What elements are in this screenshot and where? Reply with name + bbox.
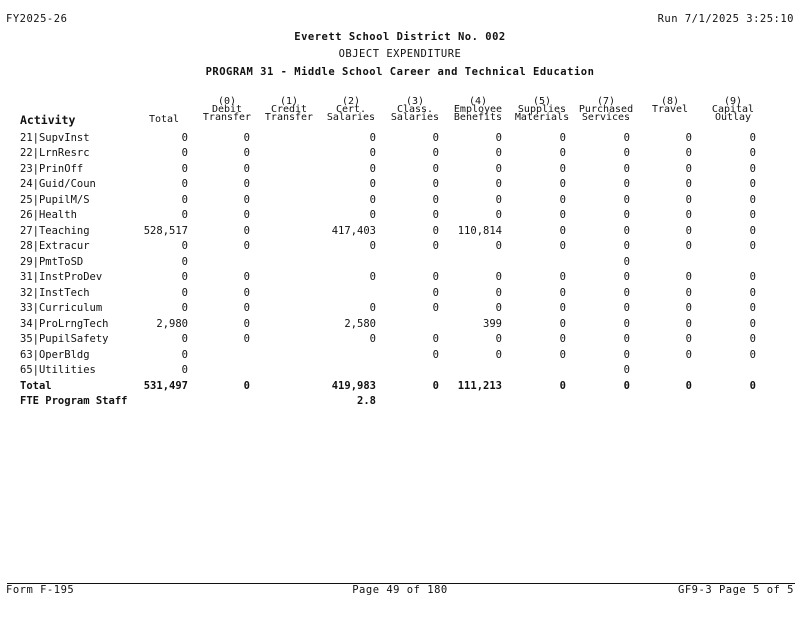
value-cell: 0: [623, 379, 630, 392]
value-cell: 0: [432, 333, 439, 345]
col-num: (0): [217, 96, 237, 107]
value-cell: 0: [181, 162, 188, 175]
fte-row: [20, 394, 756, 410]
value-cell: 0: [623, 224, 630, 237]
value-cell: 0: [243, 224, 250, 237]
value-cell: [250, 332, 312, 348]
value-cell: [566, 394, 630, 410]
value-cell: 0: [432, 224, 439, 237]
value-cell: 0: [623, 302, 630, 314]
value-cell: 0: [369, 147, 376, 159]
value-cell: [250, 146, 312, 162]
table-row: [20, 223, 756, 239]
value-cell: [376, 316, 439, 332]
value-cell: 0: [369, 333, 376, 345]
value-cell: 0: [495, 162, 502, 175]
table-row: [20, 177, 756, 193]
value-cell: 0: [369, 209, 376, 221]
value-cell: 0: [623, 162, 630, 175]
col-line1: Debit: [211, 104, 243, 115]
activity-cell: 63|OperBldg: [20, 348, 90, 361]
value-cell: [128, 394, 188, 410]
activity-cell: 23|PrinOff: [20, 162, 84, 175]
value-cell: 0: [623, 193, 630, 206]
col-num: (2): [341, 96, 361, 107]
expenditure-table: [20, 130, 756, 409]
value-cell: [376, 254, 439, 270]
value-cell: 0: [432, 162, 439, 175]
value-cell: 0: [243, 147, 250, 159]
col-line2: Transfer: [264, 112, 314, 123]
value-cell: 0: [243, 286, 250, 299]
value-cell: 531,497: [143, 379, 188, 392]
value-cell: 0: [623, 364, 630, 376]
col-line1: Employee: [453, 104, 503, 115]
value-cell: 0: [749, 209, 756, 221]
col-num: (4): [468, 96, 488, 107]
value-cell: 0: [685, 131, 692, 144]
col-header-cert-salaries: [322, 98, 380, 122]
value-cell: 0: [369, 240, 376, 252]
table-row: [20, 146, 756, 162]
value-cell: [439, 363, 502, 379]
value-cell: 0: [369, 178, 376, 190]
value-cell: 0: [181, 364, 188, 376]
value-cell: 0: [181, 302, 188, 314]
value-cell: 0: [181, 271, 188, 283]
value-cell: 0: [181, 209, 188, 221]
value-cell: [250, 363, 312, 379]
value-cell: 0: [559, 286, 566, 299]
col-line2: Transfer: [202, 112, 252, 123]
table-row: [20, 316, 756, 332]
col-header-debit: [198, 98, 256, 122]
value-cell: 0: [559, 271, 566, 283]
col-line1: Purchased: [578, 104, 634, 115]
value-cell: 0: [749, 348, 756, 361]
value-cell: 0: [432, 240, 439, 252]
value-cell: [502, 394, 566, 410]
col-line2: Salaries: [390, 112, 440, 123]
col-num: (1): [279, 96, 299, 107]
value-cell: 0: [685, 286, 692, 299]
value-cell: 0: [685, 348, 692, 361]
value-cell: 0: [181, 333, 188, 345]
value-cell: 0: [749, 131, 756, 144]
value-cell: 0: [685, 224, 692, 237]
table-body: [20, 130, 756, 409]
value-cell: 0: [243, 178, 250, 190]
value-cell: [250, 130, 312, 146]
table-row: [20, 130, 756, 146]
value-cell: [250, 347, 312, 363]
form-number: Form F-195: [6, 584, 75, 596]
value-cell: 0: [623, 178, 630, 190]
activity-cell: 33|Curriculum: [20, 302, 103, 314]
value-cell: 0: [685, 162, 692, 175]
value-cell: 0: [181, 286, 188, 299]
table-row: [20, 270, 756, 286]
value-cell: 0: [495, 240, 502, 252]
value-cell: 2.8: [357, 395, 376, 407]
value-cell: [250, 223, 312, 239]
value-cell: [250, 270, 312, 286]
value-cell: [502, 254, 566, 270]
value-cell: [630, 254, 692, 270]
value-cell: 0: [369, 131, 376, 144]
col-line2: Outlay: [714, 112, 752, 123]
value-cell: 0: [685, 193, 692, 206]
report-page: GF9-3 Page 5 of 5: [678, 584, 794, 596]
col-line1: Credit: [270, 104, 308, 115]
value-cell: 0: [432, 302, 439, 314]
value-cell: 0: [432, 147, 439, 159]
value-cell: 0: [495, 209, 502, 221]
value-cell: [188, 254, 250, 270]
value-cell: [188, 363, 250, 379]
value-cell: 0: [181, 240, 188, 252]
value-cell: [250, 192, 312, 208]
activity-cell: Total: [20, 379, 52, 392]
value-cell: 0: [432, 193, 439, 206]
value-cell: [312, 347, 376, 363]
value-cell: 0: [495, 333, 502, 345]
col-header-purchased: [576, 98, 636, 122]
value-cell: 0: [432, 131, 439, 144]
value-cell: 0: [623, 255, 630, 268]
value-cell: 0: [559, 209, 566, 221]
value-cell: [250, 378, 312, 394]
col-header-supplies: [512, 98, 572, 122]
col-num: (7): [596, 96, 616, 107]
value-cell: 0: [685, 209, 692, 221]
col-line2: Benefits: [453, 112, 503, 123]
value-cell: 0: [495, 286, 502, 299]
value-cell: 0: [181, 178, 188, 190]
value-cell: 528,517: [143, 224, 188, 237]
col-line1: Capital: [711, 104, 755, 115]
value-cell: 0: [243, 131, 250, 144]
fiscal-year: FY2025-26: [6, 13, 68, 25]
report-title: OBJECT EXPENDITURE: [338, 48, 462, 60]
value-cell: 0: [369, 302, 376, 314]
value-cell: 0: [181, 255, 188, 268]
value-cell: 0: [495, 302, 502, 314]
value-cell: [692, 394, 756, 410]
value-cell: 0: [181, 348, 188, 361]
col-header-benefits: [449, 98, 507, 122]
value-cell: 0: [749, 379, 756, 392]
value-cell: 0: [559, 333, 566, 345]
value-cell: 0: [749, 193, 756, 206]
value-cell: [250, 254, 312, 270]
value-cell: 0: [559, 302, 566, 314]
col-line1: Class.: [396, 104, 434, 115]
value-cell: 0: [623, 209, 630, 221]
value-cell: 0: [495, 271, 502, 283]
value-cell: [692, 254, 756, 270]
value-cell: 0: [495, 178, 502, 190]
value-cell: 0: [685, 147, 692, 159]
col-header-capital: [704, 98, 762, 122]
value-cell: 0: [749, 178, 756, 190]
activity-cell: 28|Extracur: [20, 240, 90, 252]
activity-cell: 65|Utilities: [20, 364, 96, 376]
value-cell: 0: [181, 193, 188, 206]
table-row: [20, 208, 756, 224]
value-cell: [376, 363, 439, 379]
value-cell: 0: [623, 240, 630, 252]
value-cell: [630, 363, 692, 379]
activity-cell: 29|PmtToSD: [20, 255, 84, 268]
value-cell: 0: [559, 178, 566, 190]
value-cell: 0: [559, 317, 566, 330]
col-line2: Salaries: [326, 112, 376, 123]
value-cell: 0: [685, 271, 692, 283]
value-cell: 0: [749, 224, 756, 237]
col-num: (5): [532, 96, 552, 107]
value-cell: 0: [432, 348, 439, 361]
col-header-travel: [642, 98, 698, 114]
value-cell: 0: [685, 302, 692, 314]
value-cell: [188, 394, 250, 410]
value-cell: 0: [243, 317, 250, 330]
page-number: Page 49 of 180: [352, 584, 448, 596]
value-cell: 0: [181, 147, 188, 159]
value-cell: 110,814: [457, 224, 502, 237]
value-cell: 2,980: [156, 317, 188, 330]
value-cell: [312, 285, 376, 301]
value-cell: 0: [495, 348, 502, 361]
value-cell: 0: [623, 147, 630, 159]
value-cell: 0: [623, 348, 630, 361]
col-header-total: [140, 116, 188, 124]
value-cell: 0: [559, 147, 566, 159]
value-cell: [439, 254, 502, 270]
value-cell: 417,403: [331, 224, 376, 237]
value-cell: 0: [432, 286, 439, 299]
col-line1: Supplies: [517, 104, 567, 115]
table-row: [20, 254, 756, 270]
col-line2: Services: [581, 112, 631, 123]
table-row: [20, 363, 756, 379]
value-cell: [692, 363, 756, 379]
col-header-activity-label: Activity: [20, 113, 76, 127]
value-cell: [630, 394, 692, 410]
value-cell: 0: [749, 317, 756, 330]
value-cell: 0: [623, 333, 630, 345]
table-row: [20, 301, 756, 317]
value-cell: [439, 394, 502, 410]
value-cell: [250, 394, 312, 410]
col-header-class-salaries: [386, 98, 444, 122]
col-line2: Travel: [651, 104, 689, 115]
value-cell: 0: [623, 286, 630, 299]
activity-cell: 35|PupilSafety: [20, 333, 109, 345]
value-cell: 0: [623, 271, 630, 283]
district-title: Everett School District No. 002: [294, 31, 506, 43]
value-cell: 0: [749, 147, 756, 159]
value-cell: [312, 363, 376, 379]
total-row: [20, 378, 756, 394]
activity-cell: 21|SupvInst: [20, 131, 90, 144]
value-cell: 0: [495, 193, 502, 206]
value-cell: 0: [749, 302, 756, 314]
value-cell: [250, 239, 312, 255]
table-row: [20, 192, 756, 208]
value-cell: [312, 254, 376, 270]
value-cell: 0: [559, 162, 566, 175]
value-cell: 0: [559, 348, 566, 361]
value-cell: 0: [495, 131, 502, 144]
value-cell: [502, 363, 566, 379]
value-cell: 0: [243, 209, 250, 221]
value-cell: 0: [559, 379, 566, 392]
table-row: [20, 239, 756, 255]
value-cell: 0: [559, 224, 566, 237]
value-cell: 0: [685, 240, 692, 252]
value-cell: 419,983: [331, 379, 376, 392]
value-cell: [250, 301, 312, 317]
value-cell: 0: [749, 240, 756, 252]
activity-cell: 27|Teaching: [20, 224, 90, 237]
activity-cell: 24|Guid/Coun: [20, 178, 96, 190]
value-cell: 0: [243, 333, 250, 345]
value-cell: 0: [369, 193, 376, 206]
activity-cell: 31|InstProDev: [20, 271, 103, 283]
value-cell: [250, 285, 312, 301]
value-cell: 0: [432, 379, 439, 392]
activity-cell: FTE Program Staff: [20, 395, 128, 407]
col-header-credit: [260, 98, 318, 122]
value-cell: 0: [432, 209, 439, 221]
col-num: (3): [405, 96, 425, 107]
value-cell: 0: [495, 147, 502, 159]
value-cell: [376, 394, 439, 410]
value-cell: 111,213: [457, 379, 502, 392]
value-cell: [250, 316, 312, 332]
value-cell: 0: [243, 193, 250, 206]
value-cell: 0: [749, 162, 756, 175]
value-cell: 0: [749, 333, 756, 345]
value-cell: 0: [685, 379, 692, 392]
program-title: PROGRAM 31 - Middle School Career and Technical Education: [205, 66, 595, 78]
value-cell: 0: [243, 240, 250, 252]
value-cell: 0: [623, 317, 630, 330]
value-cell: 0: [559, 131, 566, 144]
value-cell: 0: [369, 271, 376, 283]
value-cell: 0: [749, 271, 756, 283]
activity-cell: 32|InstTech: [20, 286, 90, 299]
activity-cell: 34|ProLrngTech: [20, 317, 109, 330]
activity-cell: 26|Health: [20, 209, 77, 221]
value-cell: 0: [243, 271, 250, 283]
col-header-total-label: Total: [148, 114, 180, 125]
value-cell: 0: [243, 302, 250, 314]
value-cell: [250, 161, 312, 177]
value-cell: [250, 208, 312, 224]
value-cell: 399: [483, 317, 502, 330]
value-cell: 0: [685, 178, 692, 190]
col-header-activity: [20, 113, 110, 127]
col-num: (9): [723, 96, 743, 107]
value-cell: 0: [432, 271, 439, 283]
activity-cell: 25|PupilM/S: [20, 193, 90, 206]
value-cell: 0: [181, 131, 188, 144]
activity-cell: 22|LrnResrc: [20, 147, 90, 159]
value-cell: 0: [749, 286, 756, 299]
table-row: [20, 332, 756, 348]
value-cell: 0: [559, 240, 566, 252]
run-date: Run 7/1/2025 3:25:10: [657, 13, 794, 25]
col-line2: Materials: [514, 112, 570, 123]
value-cell: [250, 177, 312, 193]
value-cell: 0: [243, 379, 250, 392]
value-cell: 0: [685, 317, 692, 330]
col-line1: Cert.: [335, 104, 367, 115]
col-num: (8): [660, 96, 680, 107]
value-cell: 2,580: [344, 317, 376, 330]
value-cell: 0: [243, 162, 250, 175]
value-cell: 0: [559, 193, 566, 206]
value-cell: [188, 347, 250, 363]
value-cell: 0: [369, 162, 376, 175]
value-cell: 0: [432, 178, 439, 190]
table-row: [20, 285, 756, 301]
value-cell: 0: [623, 131, 630, 144]
table-row: [20, 347, 756, 363]
value-cell: 0: [685, 333, 692, 345]
table-row: [20, 161, 756, 177]
